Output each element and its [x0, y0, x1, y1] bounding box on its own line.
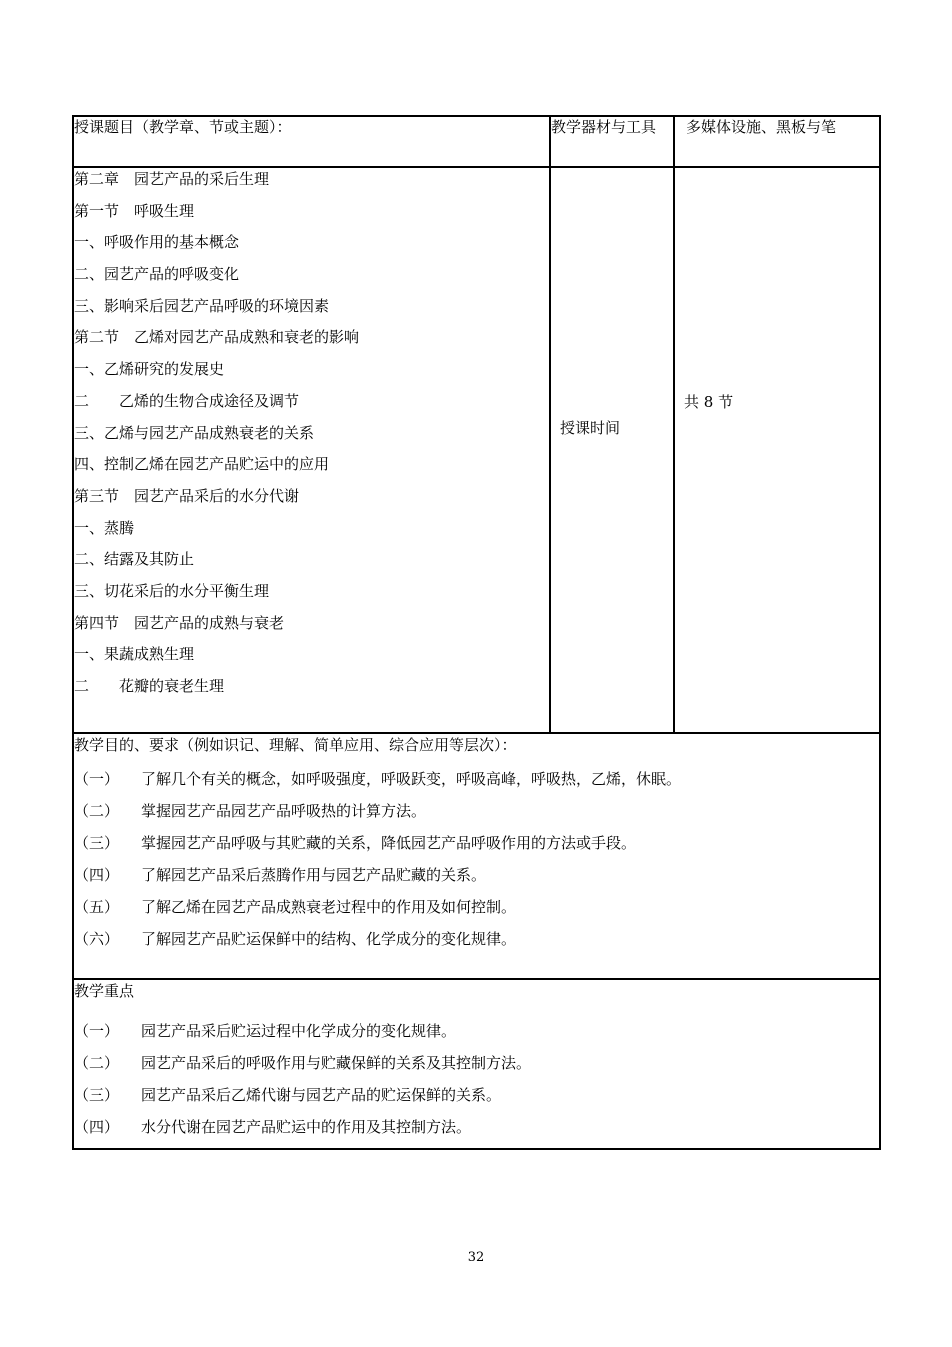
list-item-text: 了解乙烯在园艺产品成熟衰老过程中的作用及如何控制。 [141, 898, 517, 916]
topic-line [74, 485, 549, 517]
topic-line-text: 花瓣的衰老生理 [119, 677, 225, 695]
equipment-label-cell [550, 116, 674, 167]
list-item-number: （一） [74, 770, 120, 788]
topic-line-lead: 第一节 [74, 201, 120, 220]
equipment-value: 多媒体设施、黑板与笔 [686, 118, 837, 136]
equipment-value-cell [674, 116, 880, 167]
list-item-number: （四） [74, 1118, 120, 1136]
topic-line [74, 200, 549, 232]
topic-line-lead: 第二章 [74, 170, 120, 188]
list-item-text: 水分代谢在园艺产品贮运中的作用及其控制方法。 [141, 1118, 472, 1136]
topic-line-lead: 二 [74, 391, 90, 410]
topic-line-text: 呼吸生理 [134, 201, 195, 220]
topic-line-lead: 第二节 [74, 328, 120, 347]
list-item-number: （二） [74, 1054, 120, 1072]
list-item [74, 768, 879, 800]
list-item-text: 园艺产品采后乙烯代谢与园艺产品的贮运保鲜的关系。 [141, 1086, 502, 1104]
topic-line-lead: 一、乙烯研究的发展史 [74, 360, 225, 379]
topic-line [74, 453, 549, 485]
list-item [74, 1052, 879, 1084]
topic-line [74, 231, 549, 263]
goals-heading: 教学目的、要求（例如识记、理解、简单应用、综合应用等层次）： [74, 736, 517, 754]
topic-line [74, 643, 549, 675]
topic-line-lead: 三、乙烯与园艺产品成熟衰老的关系 [74, 423, 315, 442]
topic-line-lead: 第三节 [74, 486, 120, 505]
list-item [74, 1020, 879, 1052]
topic-line-lead: 三、切花采后的水分平衡生理 [74, 581, 270, 600]
topic-line-lead: 第四节 [74, 613, 120, 632]
list-item [74, 1116, 879, 1148]
topic-line-text: 乙烯对园艺产品成熟和衰老的影响 [134, 328, 360, 347]
topic-list [74, 168, 549, 707]
topic-line-lead: 一、呼吸作用的基本概念 [74, 233, 240, 252]
topic-line-lead: 三、影响采后园艺产品呼吸的环境因素 [74, 296, 330, 315]
list-item [74, 800, 879, 832]
list-item-text: 了解园艺产品贮运保鲜中的结构、化学成分的变化规律。 [141, 930, 517, 948]
topic-line-lead: 一、蒸腾 [74, 518, 135, 537]
list-item-number: （四） [74, 866, 120, 884]
topic-line [74, 326, 549, 358]
list-item-text: 了解几个有关的概念，如呼吸强度，呼吸跃变，呼吸高峰，呼吸热，乙烯，休眠。 [141, 770, 682, 788]
lesson-plan-table [72, 115, 881, 1150]
equipment-label: 教学器材与工具 [551, 118, 657, 136]
list-item [74, 928, 879, 960]
list-item-number: （三） [74, 1086, 120, 1104]
list-item-number: （二） [74, 802, 120, 820]
list-item-number: （五） [74, 898, 120, 916]
list-item-text: 了解园艺产品采后蒸腾作用与园艺产品贮藏的关系。 [141, 866, 487, 884]
topic-line-text: 园艺产品采后的水分代谢 [134, 486, 300, 505]
topic-line-lead: 二、园艺产品的呼吸变化 [74, 265, 240, 284]
key-points-list [74, 1020, 879, 1148]
topic-line-lead: 一、果蔬成熟生理 [74, 645, 195, 664]
topic-line [74, 612, 549, 644]
topic-line [74, 517, 549, 549]
key-points-cell [73, 979, 880, 1149]
topic-line [74, 358, 549, 390]
topic-line [74, 263, 549, 295]
topic-line [74, 295, 549, 327]
topic-line-lead: 二、结露及其防止 [74, 550, 195, 569]
topic-line-text: 园艺产品的成熟与衰老 [134, 613, 285, 632]
time-label-cell [550, 167, 674, 733]
topics-cell [73, 167, 550, 733]
list-item-text: 园艺产品采后贮运过程中化学成分的变化规律。 [141, 1022, 457, 1040]
topic-line [74, 548, 549, 580]
key-points-heading: 教学重点 [74, 982, 135, 1000]
topic-line [74, 580, 549, 612]
list-item [74, 896, 879, 928]
topic-line [74, 390, 549, 422]
goals-cell [73, 733, 880, 979]
topic-line-lead: 二 [74, 677, 90, 695]
list-item [74, 1084, 879, 1116]
list-item-number: （一） [74, 1022, 120, 1040]
list-item-text: 园艺产品采后的呼吸作用与贮藏保鲜的关系及其控制方法。 [141, 1054, 532, 1072]
list-item-number: （六） [74, 930, 120, 948]
list-item-text: 掌握园艺产品呼吸与其贮藏的关系，降低园艺产品呼吸作用的方法或手段。 [141, 834, 637, 852]
list-item-text: 掌握园艺产品园艺产品呼吸热的计算方法。 [141, 802, 427, 820]
page-number: 32 [467, 1250, 485, 1265]
topic-line-text: 乙烯的生物合成途径及调节 [119, 391, 300, 410]
time-label: 授课时间 [560, 419, 621, 437]
topic-line [74, 168, 549, 200]
topic-label: 授课题目（教学章、节或主题）： [74, 118, 292, 136]
list-item-number: （三） [74, 834, 120, 852]
time-value-cell [674, 167, 880, 733]
list-item [74, 864, 879, 896]
topic-line-lead: 四、控制乙烯在园艺产品贮运中的应用 [74, 455, 330, 474]
topic-label-cell [73, 116, 550, 167]
topic-line-text: 园艺产品的采后生理 [134, 170, 270, 188]
goal-list [74, 768, 879, 960]
time-value: 共 8 节 [684, 393, 734, 411]
topic-line [74, 422, 549, 454]
topic-line [74, 675, 549, 707]
list-item [74, 832, 879, 864]
